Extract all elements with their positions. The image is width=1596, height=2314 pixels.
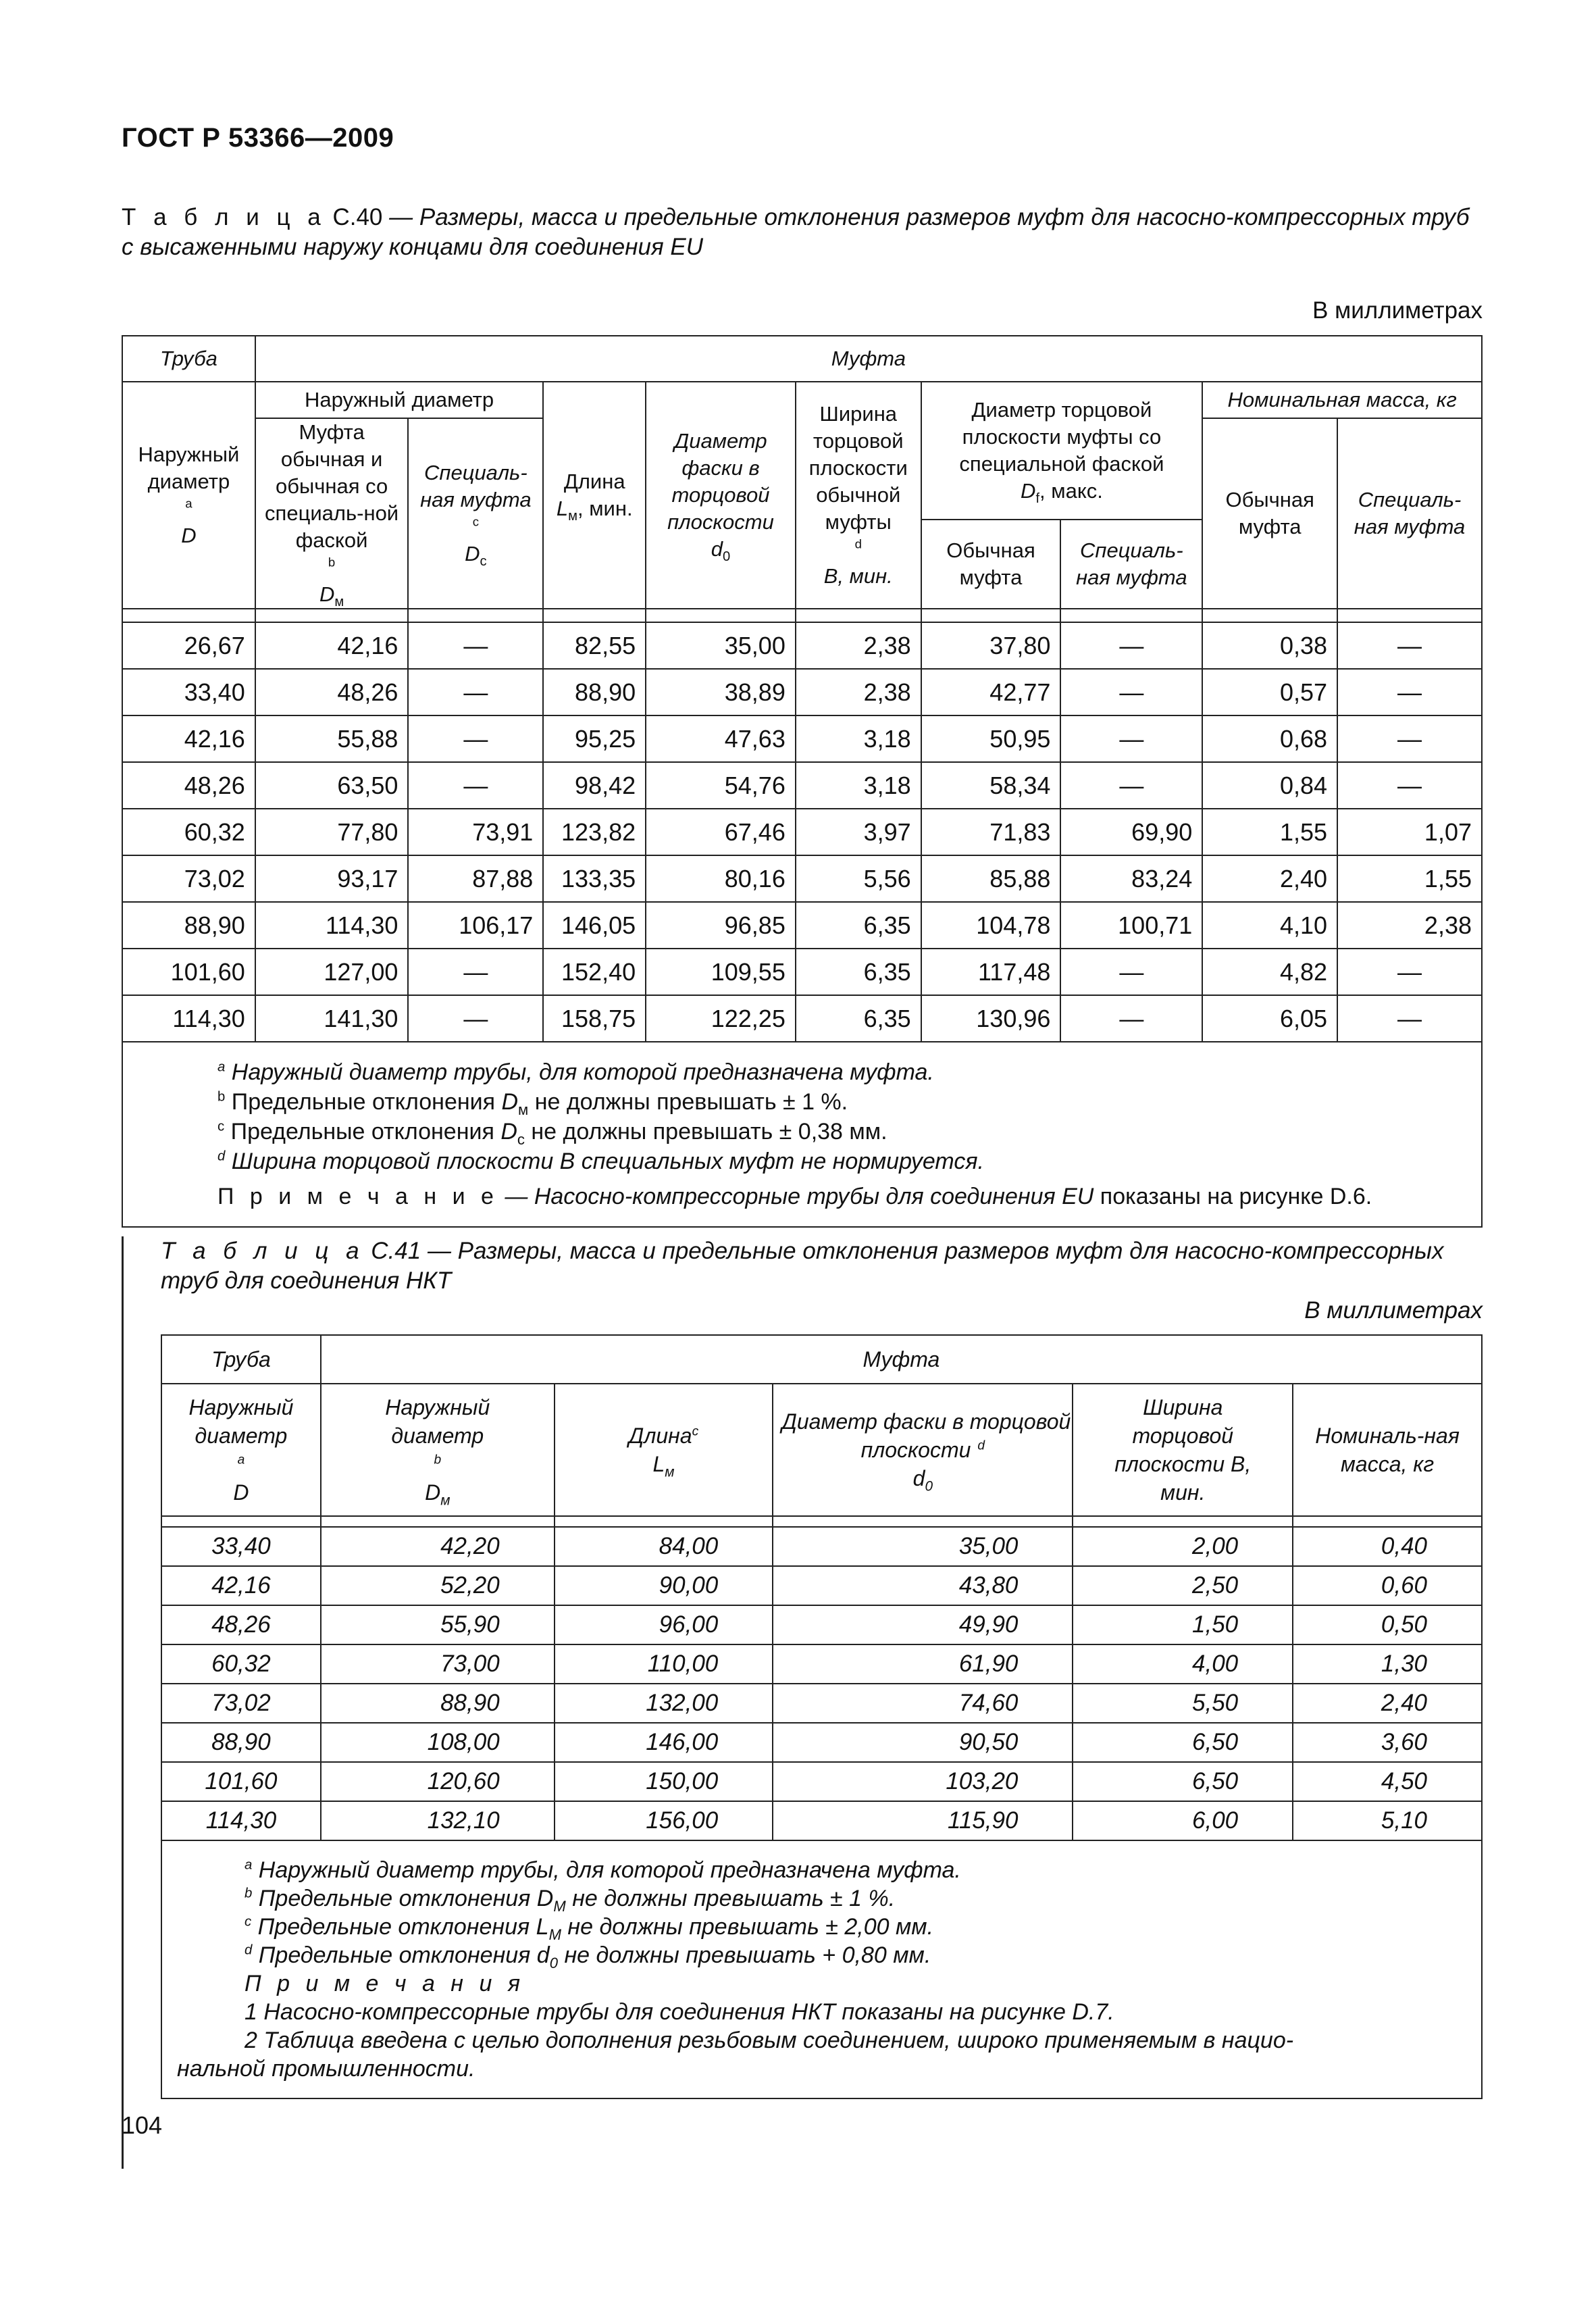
table-cell: 146,05: [543, 902, 646, 949]
header-regular: Муфта обычная и обычная со специаль-ной фаской $^b$ $D_м$: [255, 418, 409, 609]
change-bar: [122, 1236, 124, 2169]
table-cell: 54,76: [646, 762, 796, 809]
table-cell: 114,30: [122, 995, 255, 1042]
table-41-body: [161, 1516, 1482, 1840]
header-special: Специаль-ная муфта $^c$ $D_c$: [408, 418, 543, 609]
table-cell: 42,16: [122, 715, 255, 762]
table-cell: 83,24: [1060, 855, 1202, 902]
header-pipe-od: Наружный диаметр $^a$ D: [161, 1384, 321, 1516]
notes-label: П р и м е ч а н и я: [244, 1971, 525, 1996]
table-cell: 60,32: [161, 1644, 321, 1684]
table-cell: 156,00: [555, 1801, 773, 1840]
table-cell: 90,00: [555, 1566, 773, 1605]
table-41: [161, 1334, 1483, 2099]
header-face-diameter: Диаметр торцовой плоскости муфты со специальной фаской $D_f$, макс.: [921, 382, 1203, 520]
table-cell: —: [1337, 762, 1482, 809]
table-row: [161, 1605, 1482, 1644]
table-cell: —: [408, 622, 543, 669]
table-cell: 2,00: [1073, 1527, 1293, 1566]
table-cell: 33,40: [161, 1527, 321, 1566]
table-cell: 0,38: [1202, 622, 1337, 669]
header-pipe: Труба: [122, 336, 255, 382]
table-cell: 88,90: [122, 902, 255, 949]
table-cell: 2,38: [796, 669, 921, 715]
table-cell: 85,88: [921, 855, 1061, 902]
footnote-b: $^b$ Предельные отклонения $D_м$ не должны превышать ± 1 %.: [217, 1089, 848, 1118]
table-cell: 3,97: [796, 809, 921, 855]
table-cell: 103,20: [773, 1762, 1073, 1801]
table-row: [122, 809, 1482, 855]
table-cell: 5,56: [796, 855, 921, 902]
table-cell: —: [1060, 669, 1202, 715]
table-cell: —: [1337, 715, 1482, 762]
table-cell: —: [408, 669, 543, 715]
table-cell: 101,60: [122, 949, 255, 995]
table-cell: 60,32: [122, 809, 255, 855]
table-row: [161, 1762, 1482, 1801]
table-cell: 73,02: [122, 855, 255, 902]
table-cell: 49,90: [773, 1605, 1073, 1644]
table-cell: 96,00: [555, 1605, 773, 1644]
table-40-body: [122, 609, 1482, 1042]
table-41-notes: [161, 1840, 1482, 2098]
footnote-c: $^c$ Предельные отклонения $L_M$ не должны превышать ± 2,00 мм.: [244, 1914, 934, 1943]
header-od-group: Наружный диаметр: [255, 382, 544, 418]
table-40-units: В миллиметрах: [1312, 297, 1483, 324]
table-row: [161, 1684, 1482, 1723]
caption-prefix: Т а б л и ц а: [122, 204, 326, 230]
table-cell: 5,50: [1073, 1684, 1293, 1723]
table-cell: 114,30: [255, 902, 409, 949]
table-cell: 42,20: [321, 1527, 555, 1566]
table-cell: —: [408, 715, 543, 762]
table-cell: 1,30: [1293, 1644, 1482, 1684]
table-cell: 6,35: [796, 902, 921, 949]
footnote-a: $^a$ Наружный диаметр трубы, для которой предназначена муфта.: [217, 1059, 934, 1085]
document-header: ГОСТ Р 53366—2009: [122, 123, 394, 153]
table-cell: 4,82: [1202, 949, 1337, 995]
table-cell: 132,00: [555, 1684, 773, 1723]
table-cell: 4,00: [1073, 1644, 1293, 1684]
table-41-units: В миллиметрах: [1304, 1297, 1483, 1324]
note-2b: нальной промышленности.: [177, 2056, 475, 2082]
table-cell: 37,80: [921, 622, 1061, 669]
table-cell: 132,10: [321, 1801, 555, 1840]
table-cell: 26,67: [122, 622, 255, 669]
table-cell: 0,50: [1293, 1605, 1482, 1644]
table-cell: 74,60: [773, 1684, 1073, 1723]
table-cell: —: [1337, 995, 1482, 1042]
table-cell: 127,00: [255, 949, 409, 995]
table-cell: 114,30: [161, 1801, 321, 1840]
table-cell: 1,07: [1337, 809, 1482, 855]
table-row: [161, 1566, 1482, 1605]
table-cell: 1,55: [1337, 855, 1482, 902]
table-40-caption: [122, 203, 1483, 262]
table-cell: 2,40: [1293, 1684, 1482, 1723]
table-cell: 87,88: [408, 855, 543, 902]
header-length: Длина$^c$ $L_м$: [555, 1384, 773, 1516]
table-row: [122, 949, 1482, 995]
table-cell: 35,00: [646, 622, 796, 669]
table-cell: 77,80: [255, 809, 409, 855]
table-cell: 6,35: [796, 995, 921, 1042]
table-cell: 6,35: [796, 949, 921, 995]
page-number: 104: [122, 2111, 163, 2139]
table-cell: 42,77: [921, 669, 1061, 715]
header-coupling: Муфта: [321, 1335, 1482, 1384]
table-cell: 120,60: [321, 1762, 555, 1801]
table-cell: 2,40: [1202, 855, 1337, 902]
table-cell: 110,00: [555, 1644, 773, 1684]
table-cell: —: [1337, 669, 1482, 715]
table-cell: 42,16: [255, 622, 409, 669]
table-cell: 6,05: [1202, 995, 1337, 1042]
footnote-d: $^d$ Предельные отклонения $d_0$ не должны превышать + 0,80 мм.: [244, 1942, 931, 1971]
table-cell: —: [1060, 995, 1202, 1042]
table-row: [122, 855, 1482, 902]
header-face-width: Ширина торцовой плоскости обычной муфты $^d$ B, мин.: [796, 382, 921, 609]
table-cell: —: [408, 995, 543, 1042]
header-mass: Номиналь-ная масса, кг: [1293, 1384, 1482, 1516]
table-cell: 50,95: [921, 715, 1061, 762]
table-row: [161, 1801, 1482, 1840]
footnote-d: $^d$ Ширина торцовой плоскости B специальных муфт не нормируется.: [217, 1149, 984, 1174]
header-od: Наружный диаметр $^b$ $D_м$: [321, 1384, 555, 1516]
table-cell: 98,42: [543, 762, 646, 809]
table-cell: 48,26: [161, 1605, 321, 1644]
table-cell: 0,40: [1293, 1527, 1482, 1566]
table-cell: 42,16: [161, 1566, 321, 1605]
table-cell: 158,75: [543, 995, 646, 1042]
table-cell: 0,57: [1202, 669, 1337, 715]
table-cell: 0,84: [1202, 762, 1337, 809]
table-cell: 3,60: [1293, 1723, 1482, 1762]
table-cell: 0,60: [1293, 1566, 1482, 1605]
table-cell: —: [1060, 949, 1202, 995]
table-cell: 109,55: [646, 949, 796, 995]
table-cell: 2,50: [1073, 1566, 1293, 1605]
table-row: [122, 715, 1482, 762]
table-row: [161, 1527, 1482, 1566]
table-cell: 35,00: [773, 1527, 1073, 1566]
table-row: [122, 762, 1482, 809]
header-pipe-od: Наружный диаметр $^a$ D: [122, 382, 255, 609]
header-coupling: Муфта: [255, 336, 1482, 382]
table-cell: —: [1060, 622, 1202, 669]
table-cell: 4,50: [1293, 1762, 1482, 1801]
table-cell: 0,68: [1202, 715, 1337, 762]
table-cell: 73,91: [408, 809, 543, 855]
table-cell: 52,20: [321, 1566, 555, 1605]
table-cell: 106,17: [408, 902, 543, 949]
table-cell: 88,90: [543, 669, 646, 715]
table-cell: 5,10: [1293, 1801, 1482, 1840]
table-row: [161, 1723, 1482, 1762]
table-cell: 100,71: [1060, 902, 1202, 949]
header-mass-regular: Обычная муфта: [1202, 418, 1337, 609]
table-cell: 141,30: [255, 995, 409, 1042]
header-length: Длина $L_м$, мин.: [543, 382, 646, 609]
table-cell: 2,38: [796, 622, 921, 669]
table-cell: —: [408, 949, 543, 995]
footnote-a: $^a$ Наружный диаметр трубы, для которой предназначена муфта.: [244, 1857, 961, 1883]
header-fd-regular: Обычная муфта: [921, 520, 1061, 609]
table-cell: 95,25: [543, 715, 646, 762]
table-cell: 38,89: [646, 669, 796, 715]
table-cell: 123,82: [543, 809, 646, 855]
table-cell: 90,50: [773, 1723, 1073, 1762]
table-cell: 33,40: [122, 669, 255, 715]
table-cell: 63,50: [255, 762, 409, 809]
table-cell: 48,26: [255, 669, 409, 715]
table-cell: 117,48: [921, 949, 1061, 995]
table-cell: 2,38: [1337, 902, 1482, 949]
table-40-notes: [122, 1042, 1482, 1227]
table-cell: 55,90: [321, 1605, 555, 1644]
table-cell: 108,00: [321, 1723, 555, 1762]
table-cell: 88,90: [321, 1684, 555, 1723]
table-cell: 88,90: [161, 1723, 321, 1762]
note-2a: 2 Таблица введена с целью дополнения резьбовым соединением, широко применяемым в нацио-: [244, 2028, 1294, 2053]
table-cell: —: [1337, 949, 1482, 995]
header-chamfer: Диаметр фаски в торцовой плоскости $d_0$: [646, 382, 796, 609]
table-row: [161, 1644, 1482, 1684]
header-fd-special: Специаль-ная муфта: [1060, 520, 1202, 609]
table-cell: 71,83: [921, 809, 1061, 855]
table-cell: 150,00: [555, 1762, 773, 1801]
table-cell: 73,02: [161, 1684, 321, 1723]
table-cell: 61,90: [773, 1644, 1073, 1684]
table-row: [122, 995, 1482, 1042]
table-cell: —: [1337, 622, 1482, 669]
table-cell: 73,00: [321, 1644, 555, 1684]
table-cell: 3,18: [796, 762, 921, 809]
table-cell: 101,60: [161, 1762, 321, 1801]
table-cell: 47,63: [646, 715, 796, 762]
table-cell: —: [1060, 715, 1202, 762]
table-cell: 6,00: [1073, 1801, 1293, 1840]
header-mass: Номинальная масса, кг: [1202, 382, 1482, 418]
table-40-note: П р и м е ч а н и е — Насосно-компрессорные трубы для соединения EU показаны на рисунке D.6.: [217, 1184, 1372, 1209]
table-cell: 1,55: [1202, 809, 1337, 855]
header-face-width: Ширина торцовой плоскости B, мин.: [1073, 1384, 1293, 1516]
table-cell: 130,96: [921, 995, 1061, 1042]
table-cell: 93,17: [255, 855, 409, 902]
table-40: [122, 335, 1483, 1228]
table-41-caption: Т а б л и ц а С.41 — Размеры, масса и предельные отклонения размеров муфт для насосно-компрессорных труб для соединения НКТ: [161, 1238, 1444, 1294]
table-cell: 84,00: [555, 1527, 773, 1566]
table-cell: 58,34: [921, 762, 1061, 809]
table-cell: 48,26: [122, 762, 255, 809]
table-cell: 4,10: [1202, 902, 1337, 949]
caption-text: — Размеры, масса и предельные отклонения размеров муфт для насосно-компрессорных труб с высаженными наружу концами для соединения EU: [122, 204, 1470, 260]
table-cell: 69,90: [1060, 809, 1202, 855]
header-mass-special: Специаль-ная муфта: [1337, 418, 1482, 609]
caption-number: С.40: [332, 204, 383, 230]
table-cell: 96,85: [646, 902, 796, 949]
table-cell: —: [408, 762, 543, 809]
table-cell: 3,18: [796, 715, 921, 762]
table-row: [122, 669, 1482, 715]
table-cell: 133,35: [543, 855, 646, 902]
table-cell: 82,55: [543, 622, 646, 669]
table-cell: 43,80: [773, 1566, 1073, 1605]
footnote-b: $^b$ Предельные отклонения $D_M$ не должны превышать ± 1 %.: [244, 1886, 896, 1915]
table-cell: 80,16: [646, 855, 796, 902]
table-cell: 1,50: [1073, 1605, 1293, 1644]
table-cell: 6,50: [1073, 1723, 1293, 1762]
table-row: [122, 902, 1482, 949]
header-chamfer: Диаметр фаски в торцовой плоскости $^d$ $d_0$: [773, 1384, 1073, 1516]
table-cell: 152,40: [543, 949, 646, 995]
table-cell: 146,00: [555, 1723, 773, 1762]
note-1: 1 Насосно-компрессорные трубы для соединения НКТ показаны на рисунке D.7.: [244, 1999, 1114, 2025]
footnote-c: $^c$ Предельные отклонения $D_c$ не должны превышать ± 0,38 мм.: [217, 1119, 887, 1148]
table-cell: 104,78: [921, 902, 1061, 949]
table-cell: —: [1060, 762, 1202, 809]
table-cell: 115,90: [773, 1801, 1073, 1840]
table-cell: 67,46: [646, 809, 796, 855]
table-row: [122, 622, 1482, 669]
header-pipe: Труба: [161, 1335, 321, 1384]
table-cell: 122,25: [646, 995, 796, 1042]
table-cell: 55,88: [255, 715, 409, 762]
table-cell: 6,50: [1073, 1762, 1293, 1801]
